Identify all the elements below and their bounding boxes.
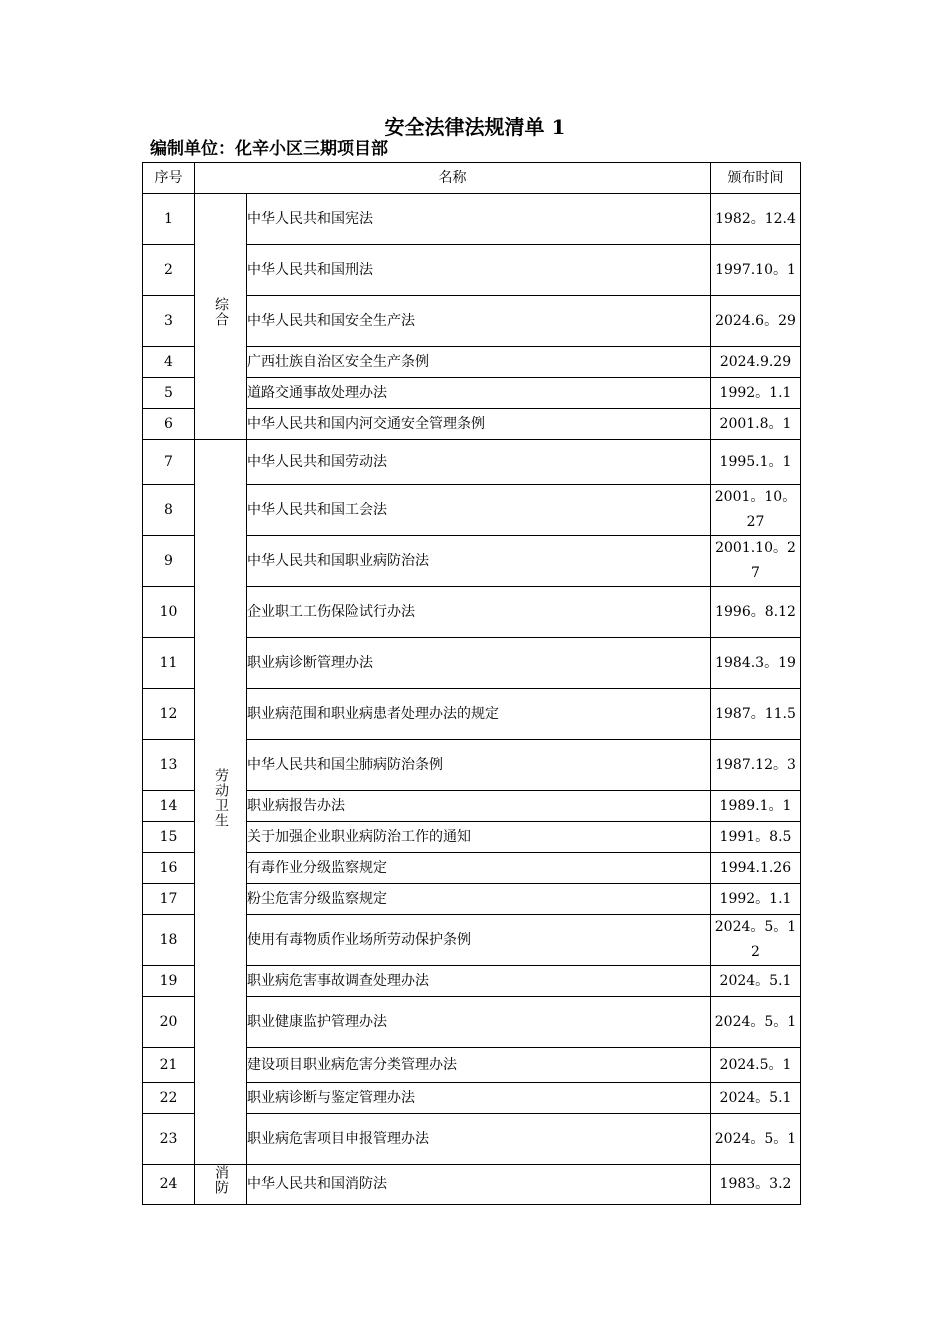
row-name: 中华人民共和国劳动法 — [247, 440, 711, 485]
row-no: 19 — [143, 966, 195, 997]
row-name: 粉尘危害分级监察规定 — [247, 884, 711, 915]
row-name: 职业病危害项目申报管理办法 — [247, 1114, 711, 1165]
category-fire — [195, 1165, 247, 1205]
row-no: 1 — [143, 194, 195, 245]
row-name: 关于加强企业职业病防治工作的通知 — [247, 822, 711, 853]
row-no: 3 — [143, 296, 195, 347]
category-labor — [195, 440, 247, 1165]
row-date: 1987。11.5 — [711, 689, 801, 740]
row-no: 18 — [143, 915, 195, 966]
row-date: 1987.12。3 — [711, 740, 801, 791]
row-date: 1982。12.4 — [711, 194, 801, 245]
row-name: 职业病诊断与鉴定管理办法 — [247, 1083, 711, 1114]
header-date: 颁布时间 — [711, 163, 801, 194]
row-date: 1984.3。19 — [711, 638, 801, 689]
row-name: 职业病危害事故调查处理办法 — [247, 966, 711, 997]
compiling-unit: 编制单位：化辛小区三期项目部 — [150, 139, 388, 159]
row-no: 14 — [143, 791, 195, 822]
row-no: 23 — [143, 1114, 195, 1165]
row-name: 中华人民共和国消防法 — [247, 1165, 711, 1205]
row-date: 1992。1.1 — [711, 884, 801, 915]
row-no: 8 — [143, 485, 195, 536]
row-date: 1989.1。1 — [711, 791, 801, 822]
table-row — [143, 1165, 801, 1205]
row-name: 使用有毒物质作业场所劳动保护条例 — [247, 915, 711, 966]
row-no: 17 — [143, 884, 195, 915]
row-date: 2024。5。12 — [711, 915, 801, 966]
row-date: 2001。10。27 — [711, 485, 801, 536]
row-no: 22 — [143, 1083, 195, 1114]
header-name: 名称 — [195, 163, 711, 194]
row-name: 有毒作业分级监察规定 — [247, 853, 711, 884]
row-date: 2024.9.29 — [711, 347, 801, 378]
row-no: 20 — [143, 997, 195, 1048]
row-no: 4 — [143, 347, 195, 378]
table-header-row — [143, 163, 801, 194]
row-date: 2001.8。1 — [711, 409, 801, 440]
row-name: 中华人民共和国尘肺病防治条例 — [247, 740, 711, 791]
row-name: 广西壮族自治区安全生产条例 — [247, 347, 711, 378]
row-name: 建设项目职业病危害分类管理办法 — [247, 1048, 711, 1083]
row-name: 职业病范围和职业病患者处理办法的规定 — [247, 689, 711, 740]
row-name: 道路交通事故处理办法 — [247, 378, 711, 409]
header-no: 序号 — [143, 163, 195, 194]
row-name: 职业病报告办法 — [247, 791, 711, 822]
row-date: 2024.5。1 — [711, 1048, 801, 1083]
row-date: 1991。8.5 — [711, 822, 801, 853]
table-row — [143, 440, 801, 485]
row-name: 中华人民共和国刑法 — [247, 245, 711, 296]
row-no: 15 — [143, 822, 195, 853]
category-label: 消防 — [213, 1165, 229, 1195]
row-no: 10 — [143, 587, 195, 638]
row-date: 2024。5.1 — [711, 1083, 801, 1114]
row-name: 职业健康监护管理办法 — [247, 997, 711, 1048]
row-date: 1983。3.2 — [711, 1165, 801, 1205]
row-name: 职业病诊断管理办法 — [247, 638, 711, 689]
row-date: 1996。8.12 — [711, 587, 801, 638]
row-name: 中华人民共和国宪法 — [247, 194, 711, 245]
row-name: 中华人民共和国工会法 — [247, 485, 711, 536]
row-no: 6 — [143, 409, 195, 440]
row-no: 11 — [143, 638, 195, 689]
document-title: 安全法律法规清单 1 — [384, 115, 566, 139]
row-date: 2024.6。29 — [711, 296, 801, 347]
row-date: 1994.1.26 — [711, 853, 801, 884]
row-date: 2001.10。27 — [711, 536, 801, 587]
row-no: 12 — [143, 689, 195, 740]
row-no: 21 — [143, 1048, 195, 1083]
regulations-table — [142, 162, 801, 1205]
row-date: 1997.10。1 — [711, 245, 801, 296]
row-date: 2024。5。1 — [711, 1114, 801, 1165]
row-no: 13 — [143, 740, 195, 791]
row-no: 5 — [143, 378, 195, 409]
row-name: 中华人民共和国职业病防治法 — [247, 536, 711, 587]
category-label: 综合 — [213, 297, 229, 327]
row-name: 中华人民共和国安全生产法 — [247, 296, 711, 347]
row-no: 24 — [143, 1165, 195, 1205]
category-general — [195, 194, 247, 440]
category-label: 劳动卫生 — [213, 767, 229, 828]
row-no: 7 — [143, 440, 195, 485]
row-date: 1995.1。1 — [711, 440, 801, 485]
row-name: 中华人民共和国内河交通安全管理条例 — [247, 409, 711, 440]
row-date: 1992。1.1 — [711, 378, 801, 409]
table-row — [143, 194, 801, 245]
row-date: 2024。5。1 — [711, 997, 801, 1048]
row-name: 企业职工工伤保险试行办法 — [247, 587, 711, 638]
row-no: 9 — [143, 536, 195, 587]
row-no: 16 — [143, 853, 195, 884]
row-date: 2024。5.1 — [711, 966, 801, 997]
row-no: 2 — [143, 245, 195, 296]
